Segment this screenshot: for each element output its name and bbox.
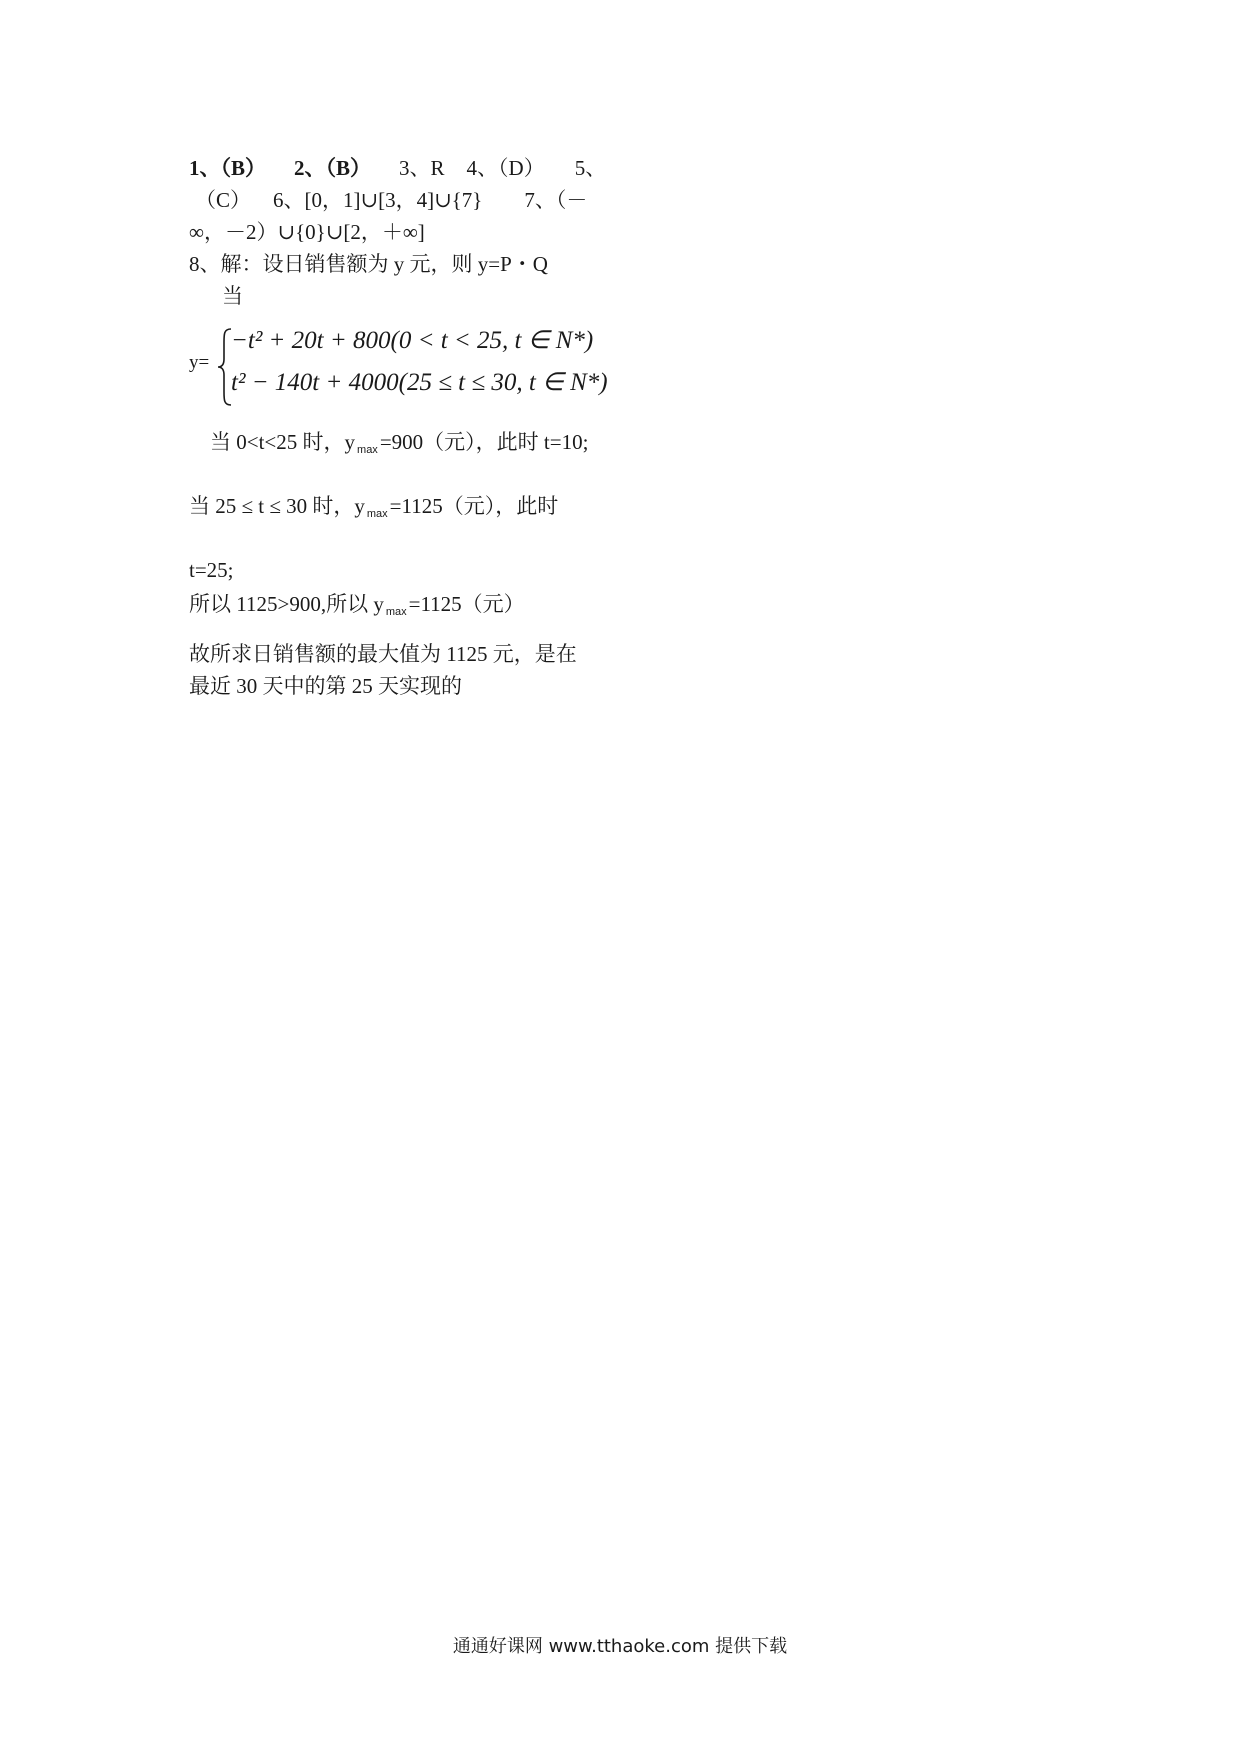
answer-line-2 [195,186,587,214]
step-2: 当 25 ≤ t ≤ 30 时，y $_{max}$=1125（元），此时 [189,494,559,520]
conclusion-line-2: 最近 30 天中的第 25 天实现的 [189,674,462,698]
case-1: −t² + 20t + 800(0 < t < 25, t ∈ N*) [231,327,594,354]
answer-5-label: 5、 [574,156,607,180]
conclusion-line-1: 故所求日销售额的最大值为 1125 元，是在 [189,642,577,666]
answer-1: 1、（B） [189,156,267,180]
step-3: 所以 1125>900,所以 y $_{max}$=1125（元） [189,592,525,618]
q8-intro: 8、解：设日销售额为 y 元，则 y=P・Q [189,252,548,276]
answer-line-1 [189,154,606,182]
answer-3: 3、R [399,156,445,180]
answer-6: 6、[0，1]∪[3，4]∪{7} [273,188,483,212]
step-1: 当 0<t<25 时，y $_{max}$=900（元），此时 t=10; [210,430,589,456]
y-label: y= [189,352,210,373]
case-2: t² − 140t + 4000(25 ≤ t ≤ 30, t ∈ N*) [231,369,608,396]
q8-dang: 当 [222,284,243,308]
answer-line-3: ∞，－2）∪{0}∪[2，＋∞] [189,220,425,244]
piecewise-function [189,326,609,410]
answer-2: 2、（B） [294,156,372,180]
answer-4: 4、（D） [466,156,545,180]
step-2b: t=25; [189,558,234,582]
answer-5-value: （C） [195,188,252,212]
footer-text: 通通好课网 www.tthaoke.com 提供下载 [452,1636,788,1657]
answer-7-start: 7、（－ [524,188,588,212]
